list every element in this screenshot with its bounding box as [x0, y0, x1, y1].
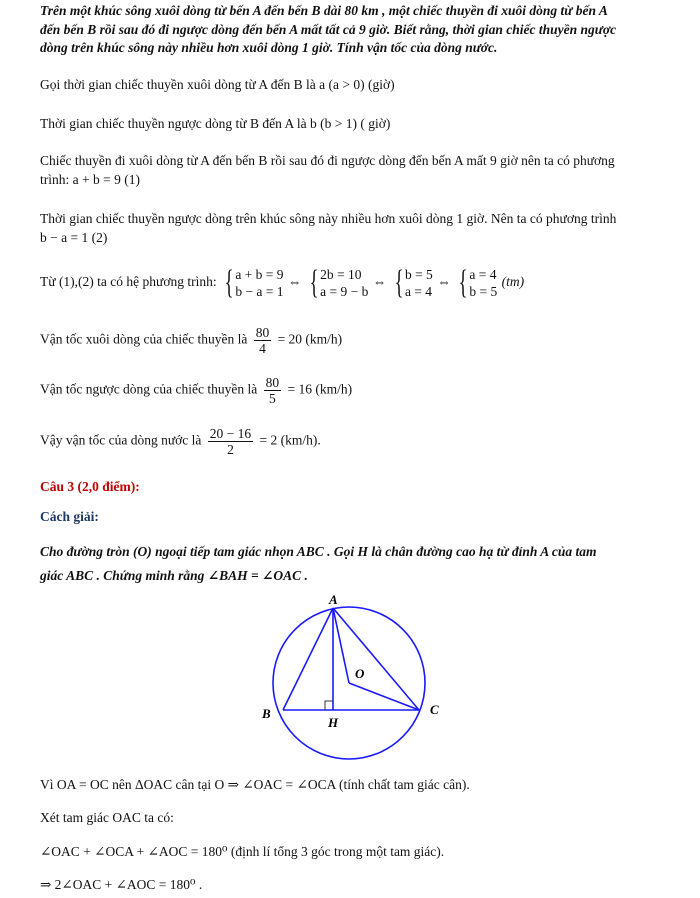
method-heading: Cách giải: [40, 509, 99, 524]
q3-line-2: giác ABC . Chứng minh rằng ∠BAH = ∠OAC . [40, 568, 308, 583]
problem-line-1: Trên một khúc sông xuôi dòng từ bến A đến bến B dài 80 km , một chiếc thuyền đi xuôi dòng từ bến A [40, 3, 608, 18]
v3-numerator: 20 − 16 [209, 426, 252, 441]
v2-lead: Vận tốc ngược dòng của chiếc thuyền là [40, 381, 258, 397]
label-C: C [430, 702, 439, 717]
equiv-arrow: ⇔ [372, 274, 387, 290]
equiv-arrow: ⇔ [437, 274, 451, 290]
label-A: A [329, 592, 338, 607]
system-3-row-1: b = 5 [404, 267, 433, 282]
solution-p4-line-1: Thời gian chiếc thuyền ngược dòng trên khúc sông này nhiều hơn xuôi dòng 1 giờ. Nên ta có phương trình [40, 211, 617, 226]
v1-lead: Vận tốc xuôi dòng của chiếc thuyền là [40, 331, 248, 347]
v3-lead: Vậy vận tốc của dòng nước là [40, 432, 202, 448]
v3-denominator: 2 [227, 442, 234, 457]
segment-AC [333, 608, 419, 710]
proof-line-1: Vì OA = OC nên ΔOAC cân tại O ⇒ ∠OAC = ∠OCA (tính chất tam giác cân). [40, 777, 470, 792]
label-O: O [355, 666, 365, 681]
system-4: { a = 4 b = 5 [458, 264, 498, 301]
system-1-row-2: b − a = 1 [235, 284, 284, 299]
solution-p1: Gọi thời gian chiếc thuyền xuôi dòng từ A đến B là a (a > 0) (giờ) [40, 77, 395, 92]
v2-denominator: 5 [269, 391, 276, 406]
system-lead: Từ (1),(2) ta có hệ phương trình: [40, 274, 217, 290]
v2-fraction [264, 375, 282, 406]
system-1-row-1: a + b = 9 [235, 267, 284, 282]
equation-system-row [40, 266, 686, 300]
solution-p2: Thời gian chiếc thuyền ngược dòng từ B đến A là b (b > 1) ( giờ) [40, 116, 391, 131]
equiv-arrow: ⇔ [287, 274, 302, 290]
system-4-row-2: b = 5 [469, 284, 498, 299]
problem-line-2: đến bến B rồi sau đó đi ngược dòng đến bến A mất tất cả 9 giờ. Biết rằng, thời gian chiếc thuyền ngược [40, 21, 617, 37]
system-3-row-2: a = 4 [404, 284, 433, 299]
solution-p3-line-2: trình: a + b = 9 (1) [40, 171, 140, 187]
problem-statement [40, 2, 686, 58]
v1-fraction [254, 325, 272, 356]
proof-line-4: ⇒ 2∠OAC + ∠AOC = 180⁰ . [40, 877, 203, 892]
question-3-statement [40, 540, 686, 588]
system-2-row-2: a = 9 − b [320, 284, 369, 299]
system-3: { b = 5 a = 4 [394, 264, 433, 301]
solution-p4-line-2: b − a = 1 (2) [40, 229, 108, 245]
solution-p3 [40, 152, 686, 189]
proof-line-2: Xét tam giác OAC ta có: [40, 810, 174, 825]
v3-fraction [208, 426, 253, 457]
v1-denominator: 4 [259, 341, 266, 356]
segment-AO [333, 608, 349, 683]
label-H: H [328, 715, 339, 730]
right-angle-mark [325, 701, 333, 710]
segment-AB [283, 608, 333, 710]
velocity-upstream [40, 375, 686, 406]
geometry-figure [250, 590, 460, 770]
question-3-title: Câu 3 (2,0 điểm): [40, 479, 140, 494]
problem-line-3: dòng trên khúc sông này nhiều hơn xuôi dòng 1 giờ. Tính vận tốc của dòng nước. [40, 40, 498, 55]
system-2: { 2b = 10 a = 9 − b [309, 264, 369, 301]
q3-line-1: Cho đường tròn (O) ngoại tiếp tam giác nhọn ABC . Gọi H là chân đường cao hạ từ đỉnh A của tam [40, 544, 597, 559]
v1-result: = 20 (km/h) [277, 331, 343, 347]
velocity-downstream [40, 325, 686, 356]
velocity-current [40, 426, 686, 457]
proof-line-3: ∠OAC + ∠OCA + ∠AOC = 180⁰ (định lí tổng 3 góc trong một tam giác). [40, 844, 445, 859]
label-B: B [262, 706, 271, 721]
system-1: { a + b = 9 b − a = 1 [224, 264, 284, 301]
system-2-row-1: 2b = 10 [320, 267, 362, 282]
tm-note: (tm) [501, 274, 525, 290]
solution-p4 [40, 210, 686, 247]
v1-numerator: 80 [255, 325, 270, 340]
v2-numerator: 80 [265, 375, 280, 390]
v3-result: = 2 (km/h). [259, 432, 321, 448]
system-4-row-1: a = 4 [469, 267, 497, 282]
v2-result: = 16 (km/h) [287, 381, 353, 397]
solution-p3-line-1: Chiếc thuyền đi xuôi dòng từ A đến bến B rồi sau đó đi ngược dòng đến bến A mất 9 giờ nên ta có phương [40, 153, 615, 168]
